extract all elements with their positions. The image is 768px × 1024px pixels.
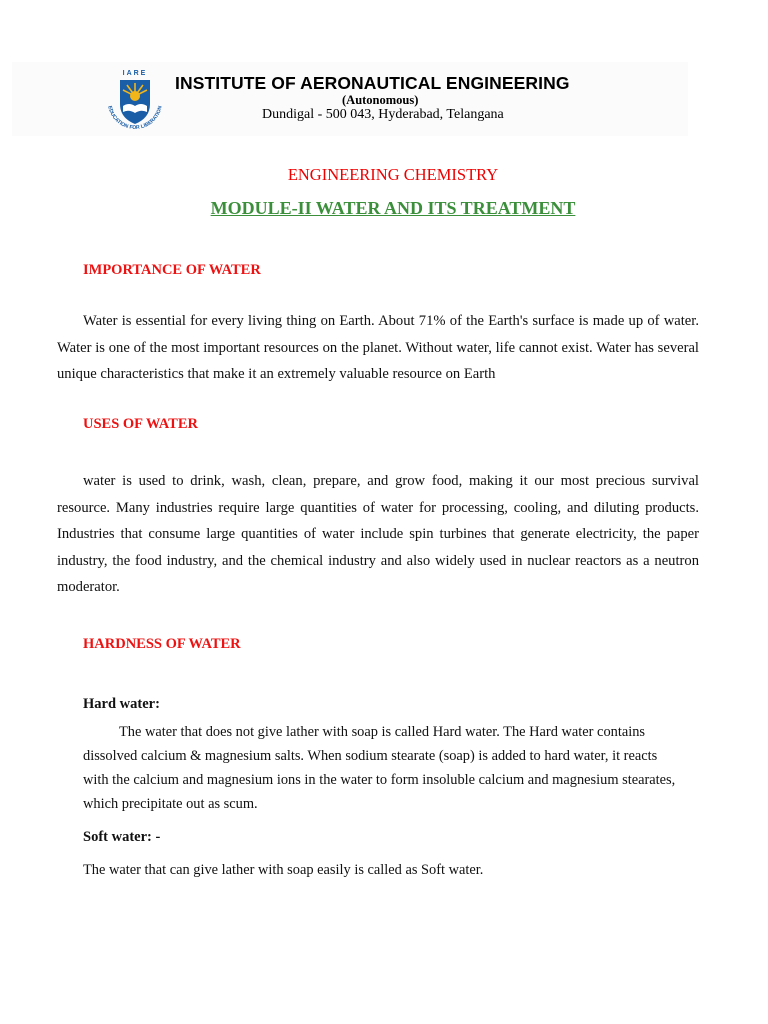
institute-address: Dundigal - 500 043, Hyderabad, Telangana bbox=[262, 107, 504, 122]
uses-paragraph: water is used to drink, wash, clean, prepare, and grow food, making it our most precious survival resource. Many industries require large quantities of water for processing, cooling, and diluting products. Industries that consume large quantities of water include spin turbines that generate electricity, the paper industry, the food industry, and the chemical industry and also widely used in nuclear reactors as a neutron moderator. bbox=[57, 473, 699, 595]
importance-heading: IMPORTANCE OF WATER bbox=[83, 262, 261, 278]
autonomous-label: (Autonomous) bbox=[342, 93, 419, 107]
institute-name: INSTITUTE OF AERONAUTICAL ENGINEERING bbox=[175, 73, 570, 93]
importance-paragraph: Water is essential for every living thing on Earth. About 71% of the Earth's surface is made up of water. Water is one of the most important resources on the planet. Without water, life cannot exist. Water has several unique characteristics that make it an extremely valuable resource on Earth bbox=[57, 313, 699, 382]
soft-water-paragraph: The water that can give lather with soap easily is called as Soft water. bbox=[83, 862, 484, 878]
module-title: MODULE-II WATER AND ITS TREATMENT bbox=[210, 198, 576, 218]
course-title: ENGINEERING CHEMISTRY bbox=[287, 165, 499, 184]
soft-water-label: Soft water: - bbox=[83, 829, 161, 845]
institute-logo bbox=[102, 66, 168, 136]
logo-motto: EDUCATION FOR LIBERATION bbox=[106, 105, 164, 132]
hardness-heading: HARDNESS OF WATER bbox=[83, 636, 241, 652]
logo-text: IARE bbox=[122, 70, 148, 77]
uses-heading: USES OF WATER bbox=[83, 416, 198, 432]
hard-water-paragraph: The water that does not give lather with soap is called Hard water. The Hard water contains dissolved calcium & magnesium salts. When sodium stearate (soap) is added to hard water, it reacts with the calcium and magnesium ions in the water to form insoluble calcium and magnesium stearates, which precipitate out as scum. bbox=[83, 724, 676, 812]
hard-water-label: Hard water: bbox=[83, 696, 160, 712]
